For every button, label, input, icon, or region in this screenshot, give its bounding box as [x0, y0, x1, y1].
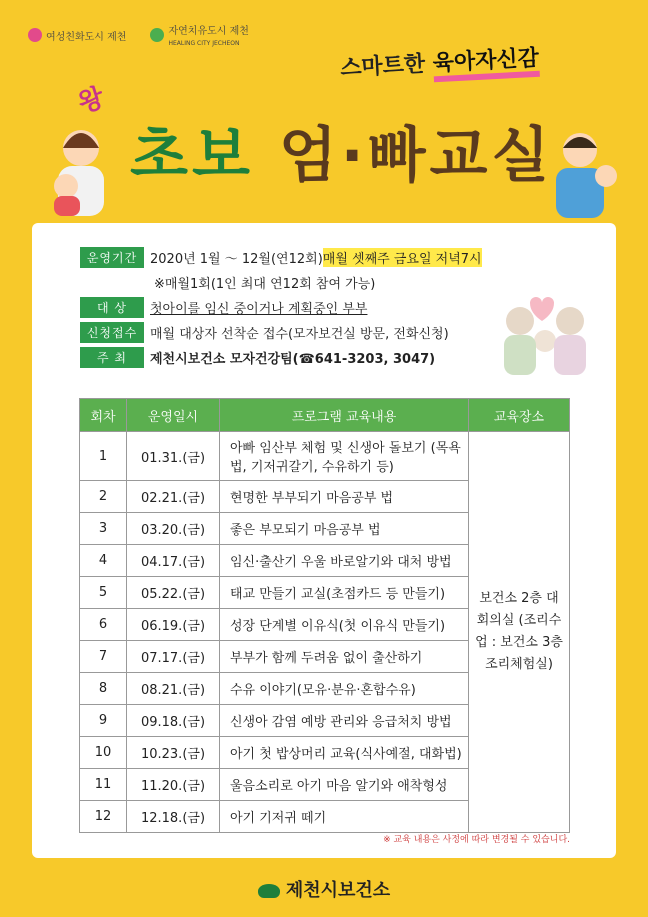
program-cell: 부부가 함께 두려움 없이 출산하기: [220, 641, 469, 673]
mother-baby-illustration: [36, 120, 126, 220]
healing-city-logo: [150, 22, 248, 48]
round-cell: 11: [80, 769, 127, 801]
target-row: [80, 295, 482, 320]
program-cell: 신생아 감염 예방 관리와 응급처치 방법: [220, 705, 469, 737]
schedule-table: [79, 398, 570, 833]
footer-brand: [0, 876, 648, 902]
round-cell: 2: [80, 481, 127, 513]
logo-text-1: 여성친화도시 제천: [46, 31, 127, 43]
date-cell: 07.17.(금): [127, 641, 220, 673]
content-card: [32, 223, 616, 858]
host-row: [80, 345, 482, 370]
header-logos: [28, 22, 249, 48]
footer-text: 제천시보건소: [285, 880, 391, 901]
program-cell: 아기 첫 밥상머리 교육(식사예절, 대화법): [220, 737, 469, 769]
program-cell: 성장 단계별 이유식(첫 이유식 만들기): [220, 609, 469, 641]
header-place: 교육장소: [469, 399, 570, 432]
date-cell: 05.22.(금): [127, 577, 220, 609]
logo-text-2: [168, 22, 248, 48]
period-row: [80, 245, 482, 270]
info-section: [80, 245, 482, 370]
date-cell: 12.18.(금): [127, 801, 220, 833]
header-date: 운영일시: [127, 399, 220, 432]
period-tag: 운영기간: [80, 247, 144, 268]
apply-tag: 신청접수: [80, 322, 144, 343]
date-cell: 03.20.(금): [127, 513, 220, 545]
apply-text: 매월 대상자 선착순 접수(모자보건실 방문, 전화신청): [150, 327, 449, 342]
title-part-1: 초보: [130, 121, 279, 191]
subtitle-part-2: 육아자신감: [432, 45, 540, 83]
subtitle: [339, 41, 539, 82]
header-round: 회차: [80, 399, 127, 432]
host-tag: 주 최: [80, 347, 144, 368]
program-cell: 현명한 부부되기 마음공부 법: [220, 481, 469, 513]
period-note-row: [80, 270, 482, 295]
program-cell: 수유 이야기(모유·분유·혼합수유): [220, 673, 469, 705]
header-program: 프로그램 교육내용: [220, 399, 469, 432]
date-cell: 02.21.(금): [127, 481, 220, 513]
health-center-logo-icon: [258, 884, 280, 898]
flower-icon: [28, 28, 42, 42]
program-cell: 임신·출산기 우울 바로알기와 대처 방법: [220, 545, 469, 577]
date-cell: 11.20.(금): [127, 769, 220, 801]
program-cell: 아빠 임산부 체험 및 신생아 돌보기 (목욕법, 기저귀갈기, 수유하기 등): [220, 432, 469, 481]
date-cell: 04.17.(금): [127, 545, 220, 577]
page-title: [130, 108, 553, 194]
family-reading-illustration: [490, 283, 600, 383]
table-header-row: [80, 399, 570, 432]
title-part-2: 엄·빠교실: [278, 121, 554, 191]
date-cell: 10.23.(금): [127, 737, 220, 769]
period-text: 2020년 1월 ～ 12월(연12회): [150, 252, 323, 267]
round-cell: 6: [80, 609, 127, 641]
target-tag: 대 상: [80, 297, 144, 318]
round-cell: 7: [80, 641, 127, 673]
target-text: 첫아이를 임신 중이거나 계획중인 부부: [150, 302, 368, 317]
subtitle-part-1: 스마트한: [339, 50, 434, 82]
apply-row: [80, 320, 482, 345]
women-friendly-city-logo: [28, 22, 126, 48]
round-cell: 8: [80, 673, 127, 705]
round-cell: 10: [80, 737, 127, 769]
program-cell: 울음소리로 아기 마음 알기와 애착형성: [220, 769, 469, 801]
round-cell: 3: [80, 513, 127, 545]
round-cell: 5: [80, 577, 127, 609]
title-crown-word: 왕: [74, 82, 108, 120]
round-cell: 12: [80, 801, 127, 833]
date-cell: 08.21.(금): [127, 673, 220, 705]
round-cell: 9: [80, 705, 127, 737]
program-cell: 태교 만들기 교실(초점카드 등 만들기): [220, 577, 469, 609]
date-cell: 09.18.(금): [127, 705, 220, 737]
place-cell: 보건소 2층 대회의실 (조리수업 : 보건소 3층 조리체험실): [469, 432, 570, 833]
date-cell: 06.19.(금): [127, 609, 220, 641]
father-baby-illustration: [540, 120, 630, 220]
round-cell: 4: [80, 545, 127, 577]
period-highlight: 매월 셋째주 금요일 저녁7시: [323, 248, 482, 267]
change-notice: ※ 교육 내용은 사정에 따라 변경될 수 있습니다.: [383, 835, 570, 845]
period-note: ※매월1회(1인 최대 연12회 참여 가능): [154, 277, 376, 292]
date-cell: 01.31.(금): [127, 432, 220, 481]
program-cell: 좋은 부모되기 마음공부 법: [220, 513, 469, 545]
program-cell: 아기 기저귀 떼기: [220, 801, 469, 833]
round-cell: 1: [80, 432, 127, 481]
logo-text-2-main: 자연치유도시 제천: [168, 26, 249, 37]
leaf-icon: [150, 28, 164, 42]
host-text: 제천시보건소 모자건강팀(☎641-3203, 3047): [150, 352, 436, 367]
table-row: [80, 432, 570, 481]
logo-text-2-sub: HEALING CITY JECHEON: [168, 40, 240, 47]
